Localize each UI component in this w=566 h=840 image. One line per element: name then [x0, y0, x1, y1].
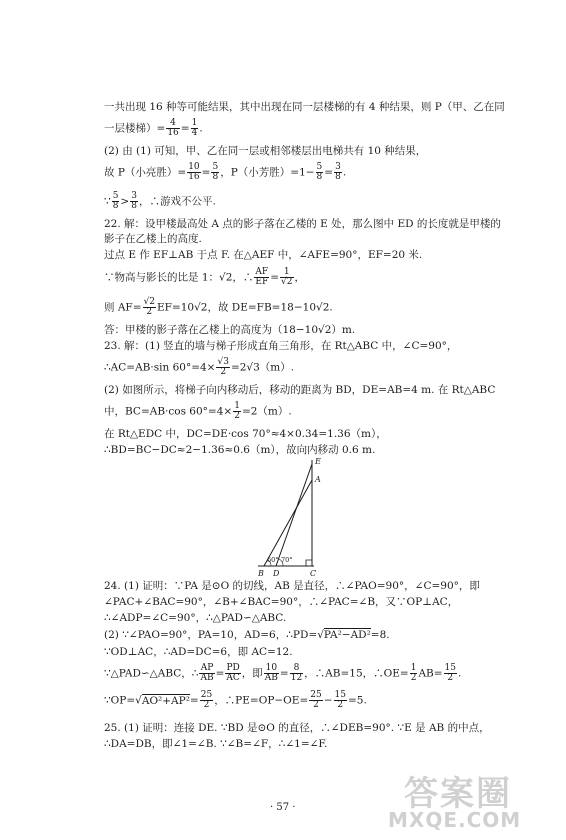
sqrt-sign: √: [317, 629, 324, 641]
text-line: 一层楼梯）= $\frac{4}{16}$ = $\frac{1}{4}$ .: [104, 118, 203, 138]
text-line: ∴BD=BC−DC≈2−1.36≈0.6（m），故向内移动 0.6 m.: [104, 444, 376, 456]
fraction: $\frac{PD}{AC}$: [226, 663, 240, 683]
fraction: $\frac{1}{√2}$: [281, 267, 293, 287]
text-line: 故 P（小亮胜）= $\frac{10}{16}$ = $\frac{5}{8}$ ，P（小芳胜）=1− $\frac{5}{8}$ = $\frac{3}{8}$ .: [104, 162, 347, 182]
label-a: A: [315, 475, 321, 484]
text-line: ∵物高与影长的比是 1：√2，∴ $\frac{AF}{EF}$ = $\frac{1}{√2}$ ，: [104, 267, 305, 287]
fraction: $\frac{5}{8}$: [112, 191, 119, 211]
fraction: $\frac{15}{2}$: [444, 663, 456, 683]
watermark-logo: 答案圈: [404, 774, 512, 814]
text-line: 答：甲楼的影子落在乙楼上的高度为（18−10√2）m.: [104, 324, 356, 336]
ladder-figure: [254, 452, 334, 582]
fraction: $\frac{4}{16}$: [167, 118, 179, 138]
sqrt-radicand: PA²−AD²: [323, 629, 371, 641]
text-line: ∠PAC+∠BAC=90°，∠B+∠BAC=90°，∴∠PAC=∠B，又∵OP⊥AC，: [104, 596, 459, 608]
fraction: $\frac{25}{2}$: [200, 690, 213, 710]
fraction: $\frac{3}{8}$: [131, 191, 137, 211]
text: 一层楼梯）=: [104, 122, 166, 135]
angle-60-label: 60°: [267, 556, 279, 564]
text-line: ∵△PAD∽△ABC，∴ $\frac{AP}{AB}$ = $\frac{PD}{AC}$ ，即 $\frac{10}{AB}$ = $\frac{8}{12}$ ，∴AB=15，∴OE= $\frac{1}{2}$ AB= $\frac{15}{2}$ .: [104, 663, 462, 683]
fraction: $\frac{5}{8}$: [212, 162, 219, 182]
text-line: 25. (1) 证明：连接 DE. ∵BD 是⊙O 的直径，∴∠DEB=90°. ∵E 是 AB 的中点，: [104, 722, 490, 734]
fraction: $\frac{AP}{AB}$: [200, 663, 214, 683]
text-line: ∵ $\frac{5}{8}$ > $\frac{3}{8}$ ，∴游戏不公平.: [104, 191, 216, 211]
fraction: $\frac{15}{2}$: [334, 690, 346, 710]
text-line: 22. 解：设甲楼最高处 A 点的影子落在乙楼的 E 处，那么图中 ED 的长度就是甲楼的: [104, 218, 501, 230]
text-line: 则 AF= $\frac{√2}{2}$ EF=10√2，故 DE=FB=18−10√2.: [104, 297, 333, 317]
ladder-de: [276, 464, 312, 566]
page-number: · 57 ·: [270, 802, 296, 813]
fraction: $\frac{25}{2}$: [310, 690, 322, 710]
label-d: D: [273, 569, 280, 578]
watermark-url: MXQE.COM: [388, 808, 522, 832]
text-line: (2) 如图所示，将梯子向内移动后，移动的距离为 BD，DE=AB=4 m. 在 Rt△ABC: [104, 384, 496, 396]
text-line: ∴AC=AB·sin 60°=4× $\frac{√3}{2}$ =2√3（m）.: [104, 357, 295, 377]
right-angle-mark: [306, 560, 312, 566]
text-line: 中，BC=AB·cos 60°=4× $\frac{1}{2}$ =2（m）.: [104, 401, 292, 421]
fraction: $\frac{1}{4}$: [191, 118, 198, 138]
fraction: $\frac{1}{2}$: [410, 663, 417, 683]
label-c: C: [310, 569, 317, 578]
text-line: 一共出现 16 种等可能结果，其中出现在同一层楼梯的有 4 种结果，则 P（甲、乙在同: [104, 101, 505, 113]
text-line: (2) ∵∠PAO=90°，PA=10，AD=6，∴PD=√PA²−AD²=8.: [104, 629, 390, 641]
fraction: $\frac{3}{8}$: [335, 162, 341, 182]
text-line: 24. (1) 证明：∵PA 是⊙O 的切线，AB 是直径，∴∠PAO=90°，∠C=90°，即: [104, 580, 480, 592]
sqrt-radicand: AO²+AP²: [141, 694, 190, 707]
fraction: $\frac{10}{AB}$: [264, 663, 278, 683]
text-line: 过点 E 作 EF⊥AB 于点 F. 在△AEF 中，∠AFE=90°，EF=20 米.: [104, 249, 423, 261]
fraction: $\frac{8}{12}$: [290, 663, 303, 683]
label-e: E: [315, 457, 321, 466]
text-line: 23. 解：(1) 竖直的墙与梯子形成直角三角形，在 Rt△ABC 中，∠C=90°，: [104, 340, 458, 352]
label-b: B: [258, 569, 264, 578]
fraction: $\frac{10}{16}$: [188, 162, 200, 182]
text-line: ∴DA=DB，即∠1=∠B. ∵∠B=∠F，∴∠1=∠F.: [104, 738, 328, 750]
fraction: $\frac{√2}{2}$: [143, 297, 155, 317]
text-line: 在 Rt△EDC 中，DC=DE·cos 70°≈4×0.34=1.36（m），: [104, 428, 387, 440]
angle-70-label: 70°: [281, 556, 293, 564]
ladder-ba: [264, 480, 312, 566]
sqrt-sign: √: [135, 694, 142, 707]
fraction: $\frac{1}{2}$: [234, 401, 240, 421]
fraction: $\frac{√3}{2}$: [217, 357, 229, 377]
fraction: $\frac{5}{8}$: [316, 162, 323, 182]
text-line: ∴∠ADP=∠C=90°，∴△PAD∽△ABC.: [104, 612, 287, 624]
text-line: 影子在乙楼上的高度.: [104, 233, 202, 245]
text-line: (2) 由 (1) 可知，甲、乙在同一层或相邻楼层出电梯共有 10 种结果，: [104, 145, 427, 157]
fraction: $\frac{AF}{EF}$: [255, 267, 269, 287]
text-line: ∵OP=√AO²+AP²= $\frac{25}{2}$ ，∴PE=OP−OE= $\frac{25}{2}$ − $\frac{15}{2}$ =5.: [104, 690, 367, 710]
text-line: ∵OD⊥AC，∴AD=DC=6，即 AC=12.: [104, 646, 293, 658]
